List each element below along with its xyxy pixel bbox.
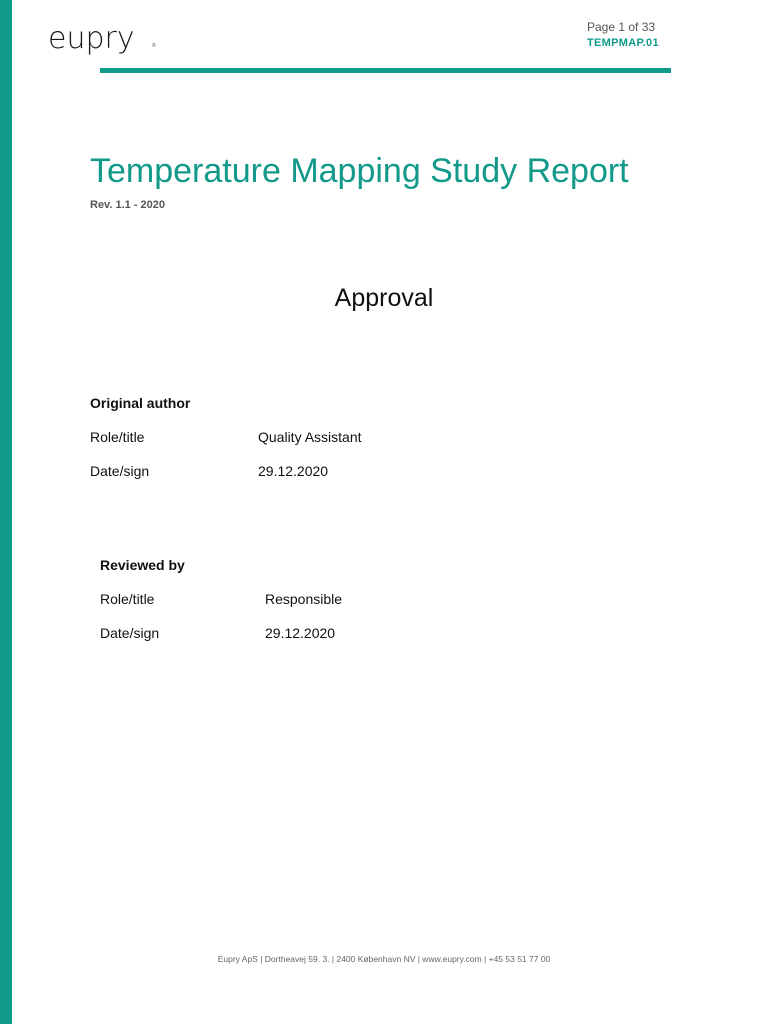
section-heading-approval: Approval <box>334 284 434 312</box>
document-code: TEMPMAP.01 <box>587 37 659 49</box>
document-title: Temperature Mapping Study Report <box>90 152 629 190</box>
date-sign-value: 29.12.2020 <box>258 463 329 479</box>
date-sign-value: 29.12.2020 <box>265 625 336 641</box>
header-divider <box>100 68 671 73</box>
side-accent-bar <box>0 0 12 1024</box>
role-title-value: Responsible <box>265 591 343 607</box>
role-title-label: Role/title <box>90 429 145 445</box>
original-author-heading: Original author <box>90 395 191 411</box>
revision-label: Rev. 1.1 - 2020 <box>90 199 166 211</box>
reviewed-by-heading: Reviewed by <box>100 557 185 573</box>
registered-mark: ® <box>152 43 156 49</box>
date-sign-label: Date/sign <box>90 463 150 479</box>
date-sign-label: Date/sign <box>100 625 160 641</box>
page-number: Page 1 of 33 <box>587 20 656 34</box>
company-logo: eupry <box>48 21 135 56</box>
role-title-value: Quality Assistant <box>258 429 362 445</box>
role-title-label: Role/title <box>100 591 155 607</box>
page-footer: Eupry ApS | Dortheavej 59. 3. | 2400 København NV | www.eupry.com | +45 53 51 77 00 <box>217 954 551 964</box>
